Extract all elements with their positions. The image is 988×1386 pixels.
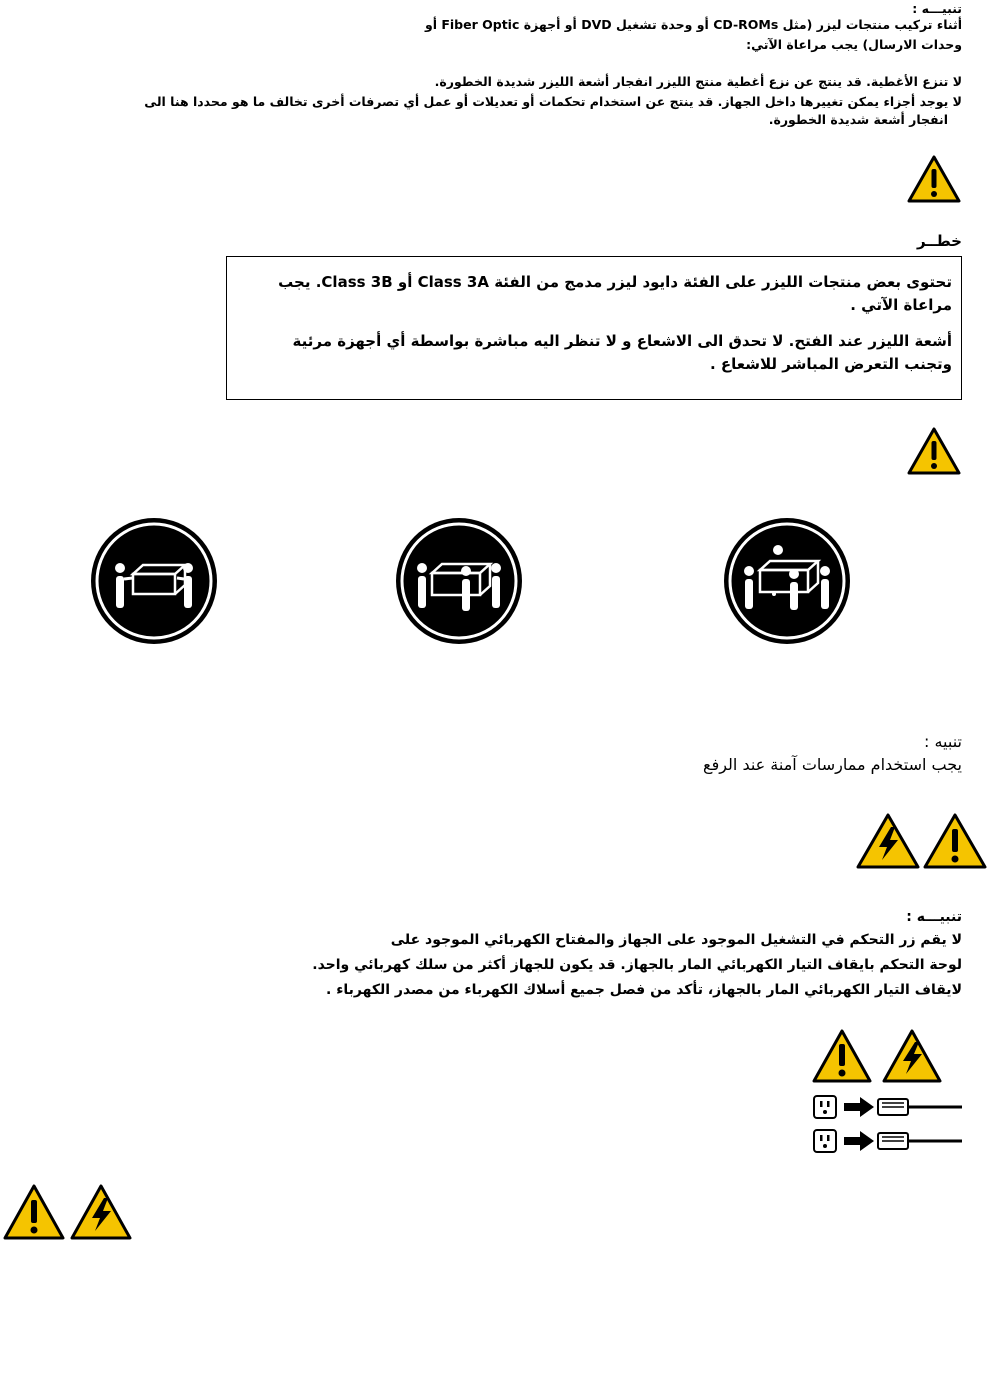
four-person-lift-icon: [722, 516, 852, 646]
caution-heading-1: تنبيـــه :: [912, 1, 962, 16]
electrical-hazard-icon: [855, 812, 921, 870]
laser-rule-line-3: انفجار أشعة شديدة الخطورة.: [768, 112, 948, 127]
laser-intro-line-1: أثناء تركيب منتجات ليزر (مثل CD-ROMs أو وحدة تشغيل DVD أو أجهزة Fiber Optic أو: [424, 17, 962, 32]
danger-heading: خطــر: [916, 232, 962, 250]
unplug-power-cords-diagram: [812, 1093, 964, 1157]
warning-triangle-icon: [906, 154, 962, 204]
plug-icon: [878, 1133, 962, 1149]
plug-icon: [878, 1099, 962, 1115]
danger-para1-line-1: تحتوى بعض منتجات الليزر على الفئة دايود ليزر مدمج من الفئة Class 3A أو Class 3B. يجب: [278, 273, 952, 291]
laser-intro-line-2: وحدات الارسال) يجب مراعاة الآتي:: [746, 37, 962, 52]
warning-triangle-icon: [906, 426, 962, 476]
arrow-right-icon: [844, 1131, 874, 1151]
electrical-line-2: لوحة التحكم بايقاف التيار الكهربائي المار بالجهاز. قد يكون للجهاز أكثر من سلك كهربائي واحد.: [312, 957, 962, 973]
warning-triangle-icon: [922, 812, 988, 870]
outlet-icon: [814, 1130, 836, 1152]
three-person-lift-icon: [394, 516, 524, 646]
laser-rule-line-2: لا يوجد أجزاء يمكن تغييرها داخل الجهاز. قد ينتج عن استخدام تحكمات أو تعديلات أو عمل أي تصرفات أخرى تخالف ما هو محددا هنا الى: [144, 94, 962, 109]
danger-para2-line-1: أشعة الليزر عند الفتح. لا تحدق الى الاشعاع و لا تنظر اليه مباشرة بواسطة أي أجهزة مرئية: [292, 332, 952, 350]
electrical-line-1: لا يقم زر التحكم في التشغيل الموجود على الجهاز والمفتاح الكهربائي الموجود على: [390, 932, 962, 948]
arrow-right-icon: [844, 1097, 874, 1117]
warning-triangle-icon: [2, 1183, 66, 1241]
outlet-icon: [814, 1096, 836, 1118]
lifting-caution-text: يجب استخدام ممارسات آمنة عند الرفع: [703, 755, 962, 774]
electrical-caution-heading: تنبيـــه :: [906, 909, 962, 925]
electrical-hazard-icon: [881, 1028, 943, 1084]
lifting-caution-heading: تنبيه :: [924, 732, 962, 751]
danger-para2-line-2: وتجنب التعرض المباشر للاشعاع .: [709, 355, 952, 373]
electrical-hazard-icon: [69, 1183, 133, 1241]
laser-rule-line-1: لا تنزع الأغطية. قد ينتج عن نزع أغطية منتج الليزر انفجار أشعة الليزر شديدة الخطورة.: [434, 74, 962, 89]
danger-para1-line-2: مراعاة الآتي .: [850, 296, 952, 314]
warning-triangle-icon: [811, 1028, 873, 1084]
electrical-line-3: لايقاف التيار الكهربائي المار بالجهاز، تأكد من فصل جميع أسلاك الكهرباء من مصدر الكهرباء .: [326, 982, 962, 998]
two-person-lift-icon: [89, 516, 219, 646]
